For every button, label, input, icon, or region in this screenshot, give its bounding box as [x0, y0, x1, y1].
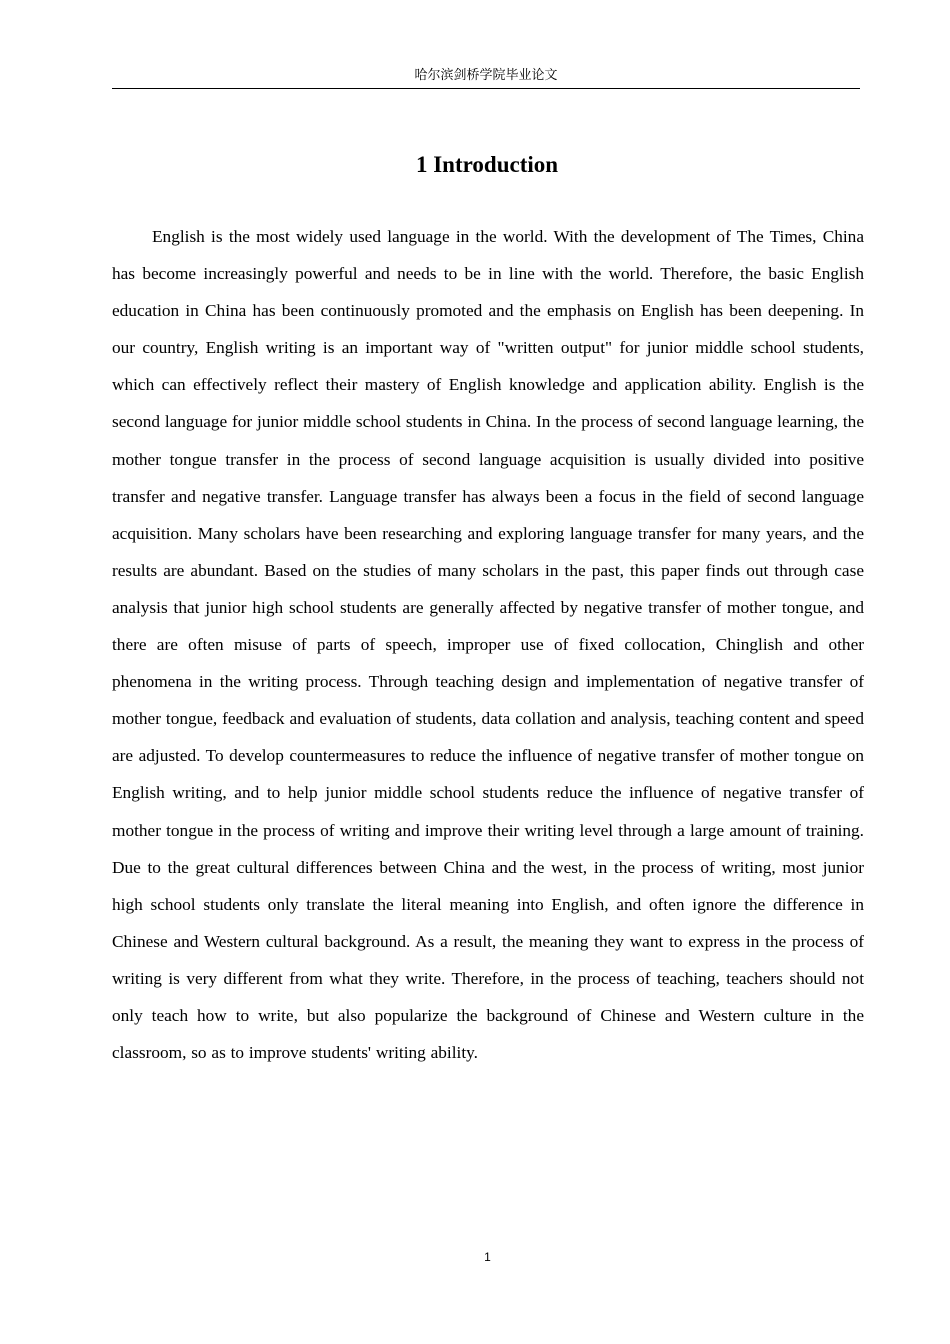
- running-header: 哈尔滨剑桥学院毕业论文: [112, 66, 860, 89]
- introduction-paragraph: English is the most widely used language in the world. With the development of The Times, China has become increasingly powerful and needs to be in line with the world. Therefore, the basic English education in China has been continuously promoted and the emphasis on English has been deepening. In our country, English writing is an important way of "written output" for junior middle school students, which can effectively reflect their mastery of English knowledge and application ability. English is the second language for junior middle school students in China. In the process of second language learning, the mother tongue transfer in the process of second language acquisition is usually divided into positive transfer and negative transfer. Language transfer has always been a focus in the field of second language acquisition. Many scholars have been researching and exploring language transfer for many years, and the results are abundant. Based on the studies of many scholars in the past, this paper finds out through case analysis that junior high school students are generally affected by negative transfer of mother tongue, and there are often misuse of parts of speech, improper use of fixed collocation, Chinglish and other phenomena in the writing process. Through teaching design and implementation of negative transfer of mother tongue, feedback and evaluation of students, data collation and analysis, teaching content and speed are adjusted. To develop countermeasures to reduce the influence of negative transfer of mother tongue on English writing, and to help junior middle school students reduce the influence of negative transfer of mother tongue in the process of writing and improve their writing level through a large amount of training. Due to the great cultural differences between China and the west, in the process of writing, most junior high school students only translate the literal meaning into English, and often ignore the difference in Chinese and Western cultural background. As a result, the meaning they want to express in the process of writing is very different from what they write. Therefore, in the process of teaching, teachers should not only teach how to write, but also popularize the background of Chinese and Western culture in the classroom, so as to improve students' writing ability.: [112, 227, 864, 1063]
- page-number: 1: [484, 1250, 491, 1264]
- section-title: 1 Introduction: [415, 152, 559, 177]
